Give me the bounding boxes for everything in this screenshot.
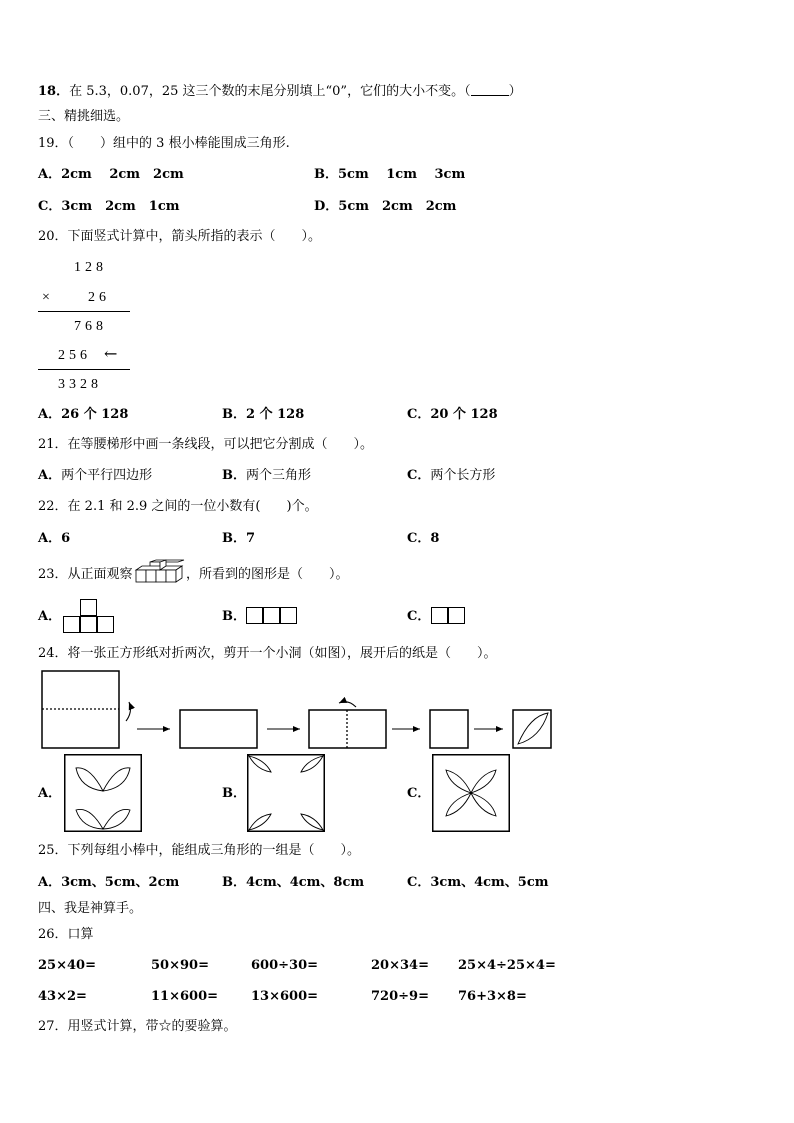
calc-product: 3328 <box>58 377 102 392</box>
question-27-stem: 27．用竖式计算，带☆的要验算。 <box>38 1019 237 1034</box>
q19-option-c: C．3cm 2cm 1cm <box>38 199 180 214</box>
q24-option-b-label: B． <box>222 786 246 801</box>
q23-option-c-label: C． <box>407 609 431 624</box>
calc-multiplicand: 128 <box>74 260 107 275</box>
arrow-left-icon: ← <box>104 344 118 363</box>
oral-calc-item: 600÷30= <box>251 958 319 973</box>
oral-calc-item: 43×2= <box>38 989 87 1004</box>
q23-option-b-label: B． <box>222 609 246 624</box>
q24-option-c-figure <box>432 754 510 832</box>
oral-calc-item: 11×600= <box>151 989 219 1004</box>
question-22-stem: 22．在 2.1 和 2.9 之间的一位小数有( )个。 <box>38 499 318 514</box>
q24-option-b-figure <box>247 754 325 832</box>
q21-option-a: A．两个平行四边形 <box>38 468 153 483</box>
q20-option-c: C．20 个 128 <box>407 407 498 422</box>
question-20-stem: 20．下面竖式计算中，箭头所指的表示（ ）。 <box>38 229 322 244</box>
q25-option-a: A．3cm、5cm、2cm <box>38 875 180 890</box>
calc-times-sign: × <box>42 290 54 305</box>
question-18-number: 18． <box>38 84 70 99</box>
q24-option-c-label: C． <box>407 786 431 801</box>
calc-partial-2: 256 <box>58 348 91 363</box>
question-18: 18．在 5.3，0.07，25 这三个数的末尾分别填上“0”，它们的大小不变。（ ） <box>38 84 522 99</box>
question-24-stem: 24．将一张正方形纸对折两次，剪开一个小洞（如图），展开后的纸是（ ）。 <box>38 646 497 661</box>
oral-calc-item: 76+3×8= <box>458 989 527 1004</box>
question-23-stem-after: ，所看到的图形是（ ）。 <box>186 567 349 582</box>
section-heading-3: 三、精挑细选。 <box>38 109 130 124</box>
q21-option-c: C．两个长方形 <box>407 468 496 483</box>
q22-option-c: C．8 <box>407 531 440 546</box>
q19-option-a: A．2cm 2cm 2cm <box>38 167 184 182</box>
oral-calc-item: 13×600= <box>251 989 319 1004</box>
q19-option-b: B．5cm 1cm 3cm <box>314 167 466 182</box>
question-19-stem: 19．（ ）组中的 3 根小棒能围成三角形. <box>38 136 290 151</box>
question-18-text: 在 5.3，0.07，25 这三个数的末尾分别填上“0”，它们的大小不变。（ <box>69 84 471 99</box>
oral-calc-item: 720÷9= <box>371 989 429 1004</box>
q24-option-a-figure <box>64 754 142 832</box>
q20-option-b: B．2 个 128 <box>222 407 305 422</box>
q25-option-c: C．3cm、4cm、5cm <box>407 875 549 890</box>
calc-multiplier: 26 <box>88 290 110 305</box>
oral-calc-item: 50×90= <box>151 958 209 973</box>
q25-option-b: B．4cm、4cm、8cm <box>222 875 365 890</box>
q19-option-d: D．5cm 2cm 2cm <box>314 199 457 214</box>
question-23-stem-before: 23．从正面观察 <box>38 567 133 582</box>
q22-option-b: B．7 <box>222 531 256 546</box>
q20-option-a: A．26 个 128 <box>38 407 129 422</box>
question-26-stem: 26．口算 <box>38 927 94 942</box>
question-25-stem: 25．下列每组小棒中，能组成三角形的一组是（ ）。 <box>38 843 361 858</box>
q21-option-b: B．两个三角形 <box>222 468 312 483</box>
question-21-stem: 21．在等腰梯形中画一条线段，可以把它分割成（ ）。 <box>38 437 374 452</box>
oral-calc-item: 20×34= <box>371 958 429 973</box>
oral-calc-item: 25×4÷25×4= <box>458 958 556 973</box>
calc-partial-1: 768 <box>74 319 107 334</box>
q24-option-a-label: A． <box>38 786 62 801</box>
oral-calc-item: 25×40= <box>38 958 96 973</box>
q22-option-a: A．6 <box>38 531 71 546</box>
q23-option-a-label: A． <box>38 609 62 624</box>
section-heading-4: 四、我是神算手。 <box>38 901 143 916</box>
